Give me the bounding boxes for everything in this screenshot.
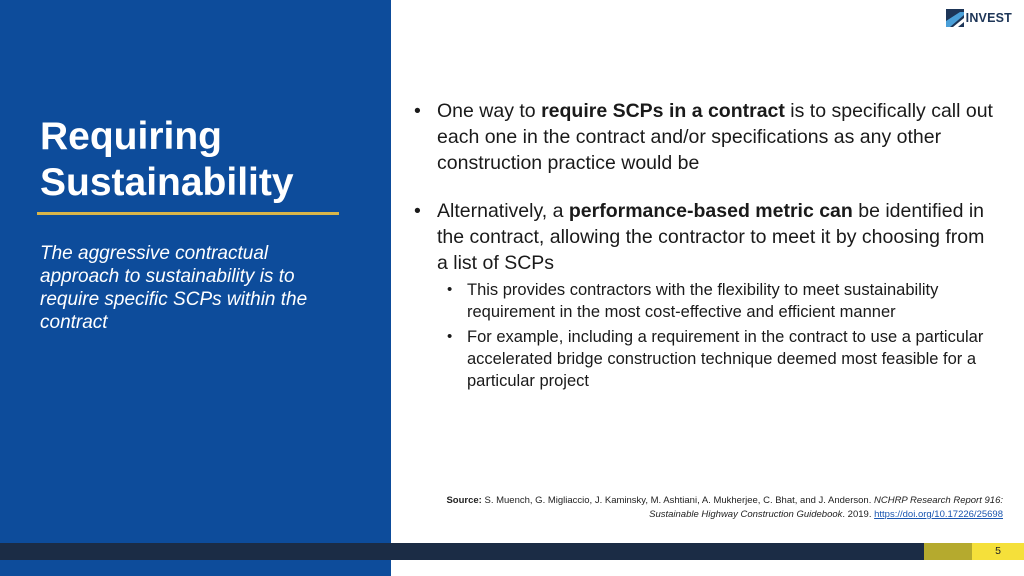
bullet-list	[414, 98, 994, 392]
title-panel	[0, 0, 391, 576]
source-citation: Source: S. Muench, G. Migliaccio, J. Kaminsky, M. Ashtiani, A. Mukherjee, C. Bhat, and J. Anderson. NCHRP Research Report 916: Sustainable Highway Construction Guidebook. 2019. https://doi.org/10.17226/25698	[446, 495, 1003, 520]
sub-bullet-item: • This provides contractors with the flexibility to meet sustainability requirement in the most cost-effective and efficient manner	[447, 281, 939, 321]
source-authors: S. Muench, G. Migliaccio, J. Kaminsky, M. Ashtiani, A. Mukherjee, C. Bhat, and J. Anderson.	[484, 495, 872, 506]
bullet-dot: •	[414, 200, 421, 222]
sub-bullet-item: • For example, including a requirement in the contract to use a particular accelerated bridge construction technique deemed most feasible for a particular project	[447, 328, 984, 390]
bullet-item: • Alternatively, a performance-based metric can be identified in the contract, allowing the contractor to meet it by choosing from a list of SCPs	[414, 200, 985, 274]
bullet-dot: •	[447, 281, 453, 298]
source-label: Source:	[446, 495, 482, 506]
source-report: NCHRP Research Report 916: Sustainable Highway Construction Guidebook	[649, 495, 1003, 520]
slide-title: Requiring Sustainability	[40, 115, 294, 204]
logo-text: INVEST	[965, 11, 1012, 25]
bullet-dot: •	[414, 100, 421, 122]
slide-subtitle: The aggressive contractual approach to sustainability is to require specific SCPs within the contract	[40, 243, 308, 333]
source-doi-link[interactable]: https://doi.org/10.17226/25698	[874, 509, 1003, 520]
footer-bar	[0, 543, 924, 560]
footer-accent	[924, 543, 972, 560]
title-divider	[37, 212, 339, 215]
bullet-dot: •	[447, 328, 453, 345]
bullet-item: • One way to require SCPs in a contract is to specifically call out each one in the contract and/or specifications as any other construction practice would be	[414, 100, 993, 174]
page-number: 5	[972, 543, 1024, 560]
invest-logo	[946, 9, 1012, 27]
invest-logo-icon	[946, 9, 964, 27]
